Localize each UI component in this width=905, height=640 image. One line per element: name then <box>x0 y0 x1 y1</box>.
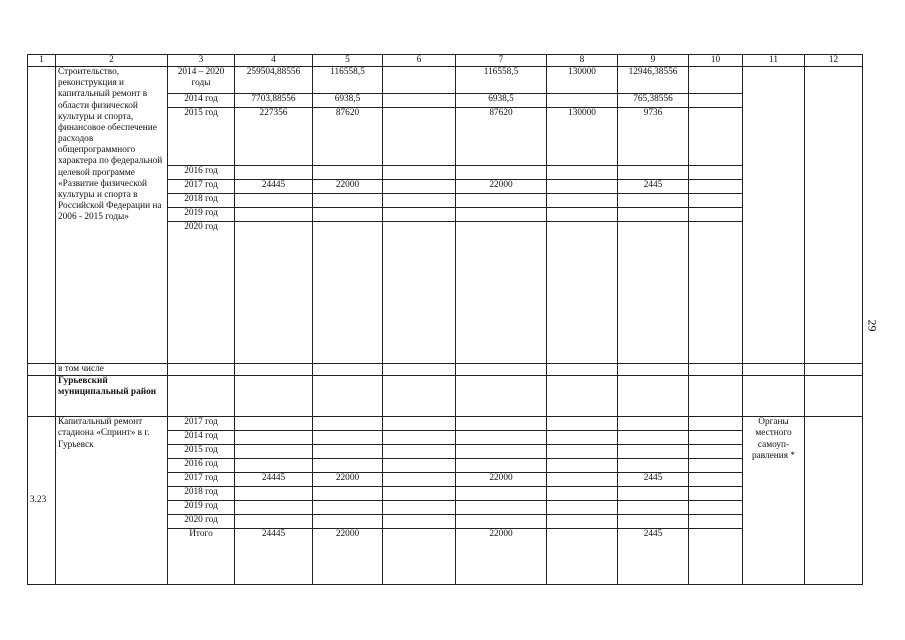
value-cell <box>456 166 547 180</box>
table-row <box>28 417 863 431</box>
value-cell <box>383 67 456 94</box>
value-cell <box>313 166 383 180</box>
value-cell <box>689 67 743 94</box>
value-cell: 12946,38556 <box>618 67 689 94</box>
value-cell: 130000 <box>547 108 618 166</box>
value-cell <box>235 501 313 515</box>
header-cell: 9 <box>618 55 689 67</box>
header-cell: 1 <box>28 55 56 67</box>
value-cell: 87620 <box>456 108 547 166</box>
value-cell <box>618 445 689 459</box>
value-cell: 227356 <box>235 108 313 166</box>
header-cell: 12 <box>805 55 863 67</box>
value-cell <box>313 487 383 501</box>
value-cell <box>689 194 743 208</box>
value-cell <box>618 417 689 431</box>
value-cell <box>618 208 689 222</box>
value-cell: 22000 <box>456 180 547 194</box>
value-cell <box>456 487 547 501</box>
value-cell <box>313 208 383 222</box>
value-cell <box>313 417 383 431</box>
value-cell <box>547 194 618 208</box>
value-cell <box>456 417 547 431</box>
value-cell <box>618 515 689 529</box>
row-number-cell <box>28 67 56 364</box>
value-cell <box>383 208 456 222</box>
value-cell <box>456 459 547 473</box>
page-number: 29 <box>865 319 880 332</box>
value-cell <box>235 445 313 459</box>
value-cell: 116558,5 <box>456 67 547 94</box>
header-cell: 4 <box>235 55 313 67</box>
value-cell <box>618 431 689 445</box>
note-cell <box>805 417 863 585</box>
year-cell: 2014 год <box>168 431 235 445</box>
year-cell: 2014 год <box>168 94 235 108</box>
value-cell <box>235 417 313 431</box>
value-cell: 22000 <box>456 473 547 487</box>
value-cell: 2445 <box>618 473 689 487</box>
value-cell <box>383 194 456 208</box>
row-number-cell: 3.23 <box>28 417 56 585</box>
value-cell <box>313 501 383 515</box>
value-cell <box>456 194 547 208</box>
note-cell <box>805 67 863 364</box>
value-cell <box>235 487 313 501</box>
value-cell <box>547 222 618 364</box>
header-cell: 7 <box>456 55 547 67</box>
value-cell <box>383 108 456 166</box>
year-cell: 2019 год <box>168 208 235 222</box>
value-cell <box>383 166 456 180</box>
value-cell <box>618 194 689 208</box>
year-cell: 2017 год <box>168 180 235 194</box>
year-cell: 2017 год <box>168 417 235 431</box>
value-cell: 6938,5 <box>456 94 547 108</box>
year-cell: 2015 год <box>168 445 235 459</box>
header-cell: 6 <box>383 55 456 67</box>
value-cell: 22000 <box>313 473 383 487</box>
executor-cell <box>743 67 805 364</box>
year-cell: 2016 год <box>168 166 235 180</box>
table-row <box>28 364 863 376</box>
value-cell <box>235 459 313 473</box>
header-row <box>28 55 863 67</box>
value-cell <box>456 208 547 222</box>
value-cell <box>235 194 313 208</box>
year-cell: 2015 год <box>168 108 235 166</box>
value-cell <box>456 445 547 459</box>
year-cell: 2020 год <box>168 222 235 364</box>
value-cell <box>547 208 618 222</box>
value-cell <box>547 94 618 108</box>
value-cell <box>313 222 383 364</box>
value-cell <box>313 445 383 459</box>
value-cell <box>547 180 618 194</box>
value-cell: 2445 <box>618 529 689 585</box>
value-cell <box>383 94 456 108</box>
budget-table <box>27 54 863 585</box>
value-cell: 9736 <box>618 108 689 166</box>
value-cell: 87620 <box>313 108 383 166</box>
program-name-cell: Строительство, реконструкция и капитальный ремонт в области физической культуры и спорта, финансовое обеспечение расходов общепрограммного характера по федеральной целевой программе «Развитие физической культуры и спорта в Российской Федерации на 2006 - 2015 годы» <box>56 67 168 364</box>
value-cell: 130000 <box>547 67 618 94</box>
value-cell <box>456 431 547 445</box>
year-cell: 2017 год <box>168 473 235 487</box>
value-cell: 24445 <box>235 473 313 487</box>
district-name: Гурьевский муниципальный район <box>56 376 168 417</box>
header-cell: 10 <box>689 55 743 67</box>
value-cell <box>618 166 689 180</box>
value-cell: 259504,88556 <box>235 67 313 94</box>
value-cell <box>456 501 547 515</box>
value-cell <box>313 194 383 208</box>
subtotal-label: в том числе <box>56 364 168 376</box>
value-cell <box>689 208 743 222</box>
value-cell <box>618 501 689 515</box>
executor-cell: Органы местного самоуп-равления * <box>743 417 805 585</box>
value-cell: 24445 <box>235 529 313 585</box>
value-cell <box>235 222 313 364</box>
table-row <box>28 67 863 94</box>
value-cell <box>689 222 743 364</box>
header-cell: 8 <box>547 55 618 67</box>
value-cell <box>547 166 618 180</box>
value-cell: 116558,5 <box>313 67 383 94</box>
value-cell <box>235 166 313 180</box>
value-cell: 7703,88556 <box>235 94 313 108</box>
value-cell <box>313 459 383 473</box>
value-cell: 22000 <box>313 529 383 585</box>
value-cell <box>689 94 743 108</box>
value-cell: 24445 <box>235 180 313 194</box>
value-cell <box>313 515 383 529</box>
value-cell <box>235 515 313 529</box>
year-cell: 2016 год <box>168 459 235 473</box>
value-cell <box>618 459 689 473</box>
value-cell: 22000 <box>456 529 547 585</box>
value-cell: 765,38556 <box>618 94 689 108</box>
header-cell: 2 <box>56 55 168 67</box>
value-cell <box>689 108 743 166</box>
value-cell <box>383 222 456 364</box>
year-cell: 2019 год <box>168 501 235 515</box>
value-cell: 6938,5 <box>313 94 383 108</box>
value-cell <box>235 431 313 445</box>
value-cell <box>313 431 383 445</box>
value-cell <box>689 166 743 180</box>
table-row <box>28 376 863 417</box>
value-cell <box>618 487 689 501</box>
year-cell: 2020 год <box>168 515 235 529</box>
value-cell: 2445 <box>618 180 689 194</box>
year-cell: 2018 год <box>168 487 235 501</box>
value-cell <box>456 222 547 364</box>
value-cell: 22000 <box>313 180 383 194</box>
value-cell <box>383 180 456 194</box>
project-name-cell: Капитальный ремонт стадиона «Спринт» в г. Гурьевск <box>56 417 168 585</box>
header-cell: 5 <box>313 55 383 67</box>
header-cell: 3 <box>168 55 235 67</box>
value-cell <box>456 515 547 529</box>
value-cell <box>618 222 689 364</box>
value-cell <box>235 208 313 222</box>
year-cell: 2014 – 2020 годы <box>168 67 235 94</box>
year-cell: 2018 год <box>168 194 235 208</box>
total-label: Итого <box>168 529 235 585</box>
header-cell: 11 <box>743 55 805 67</box>
value-cell <box>689 180 743 194</box>
